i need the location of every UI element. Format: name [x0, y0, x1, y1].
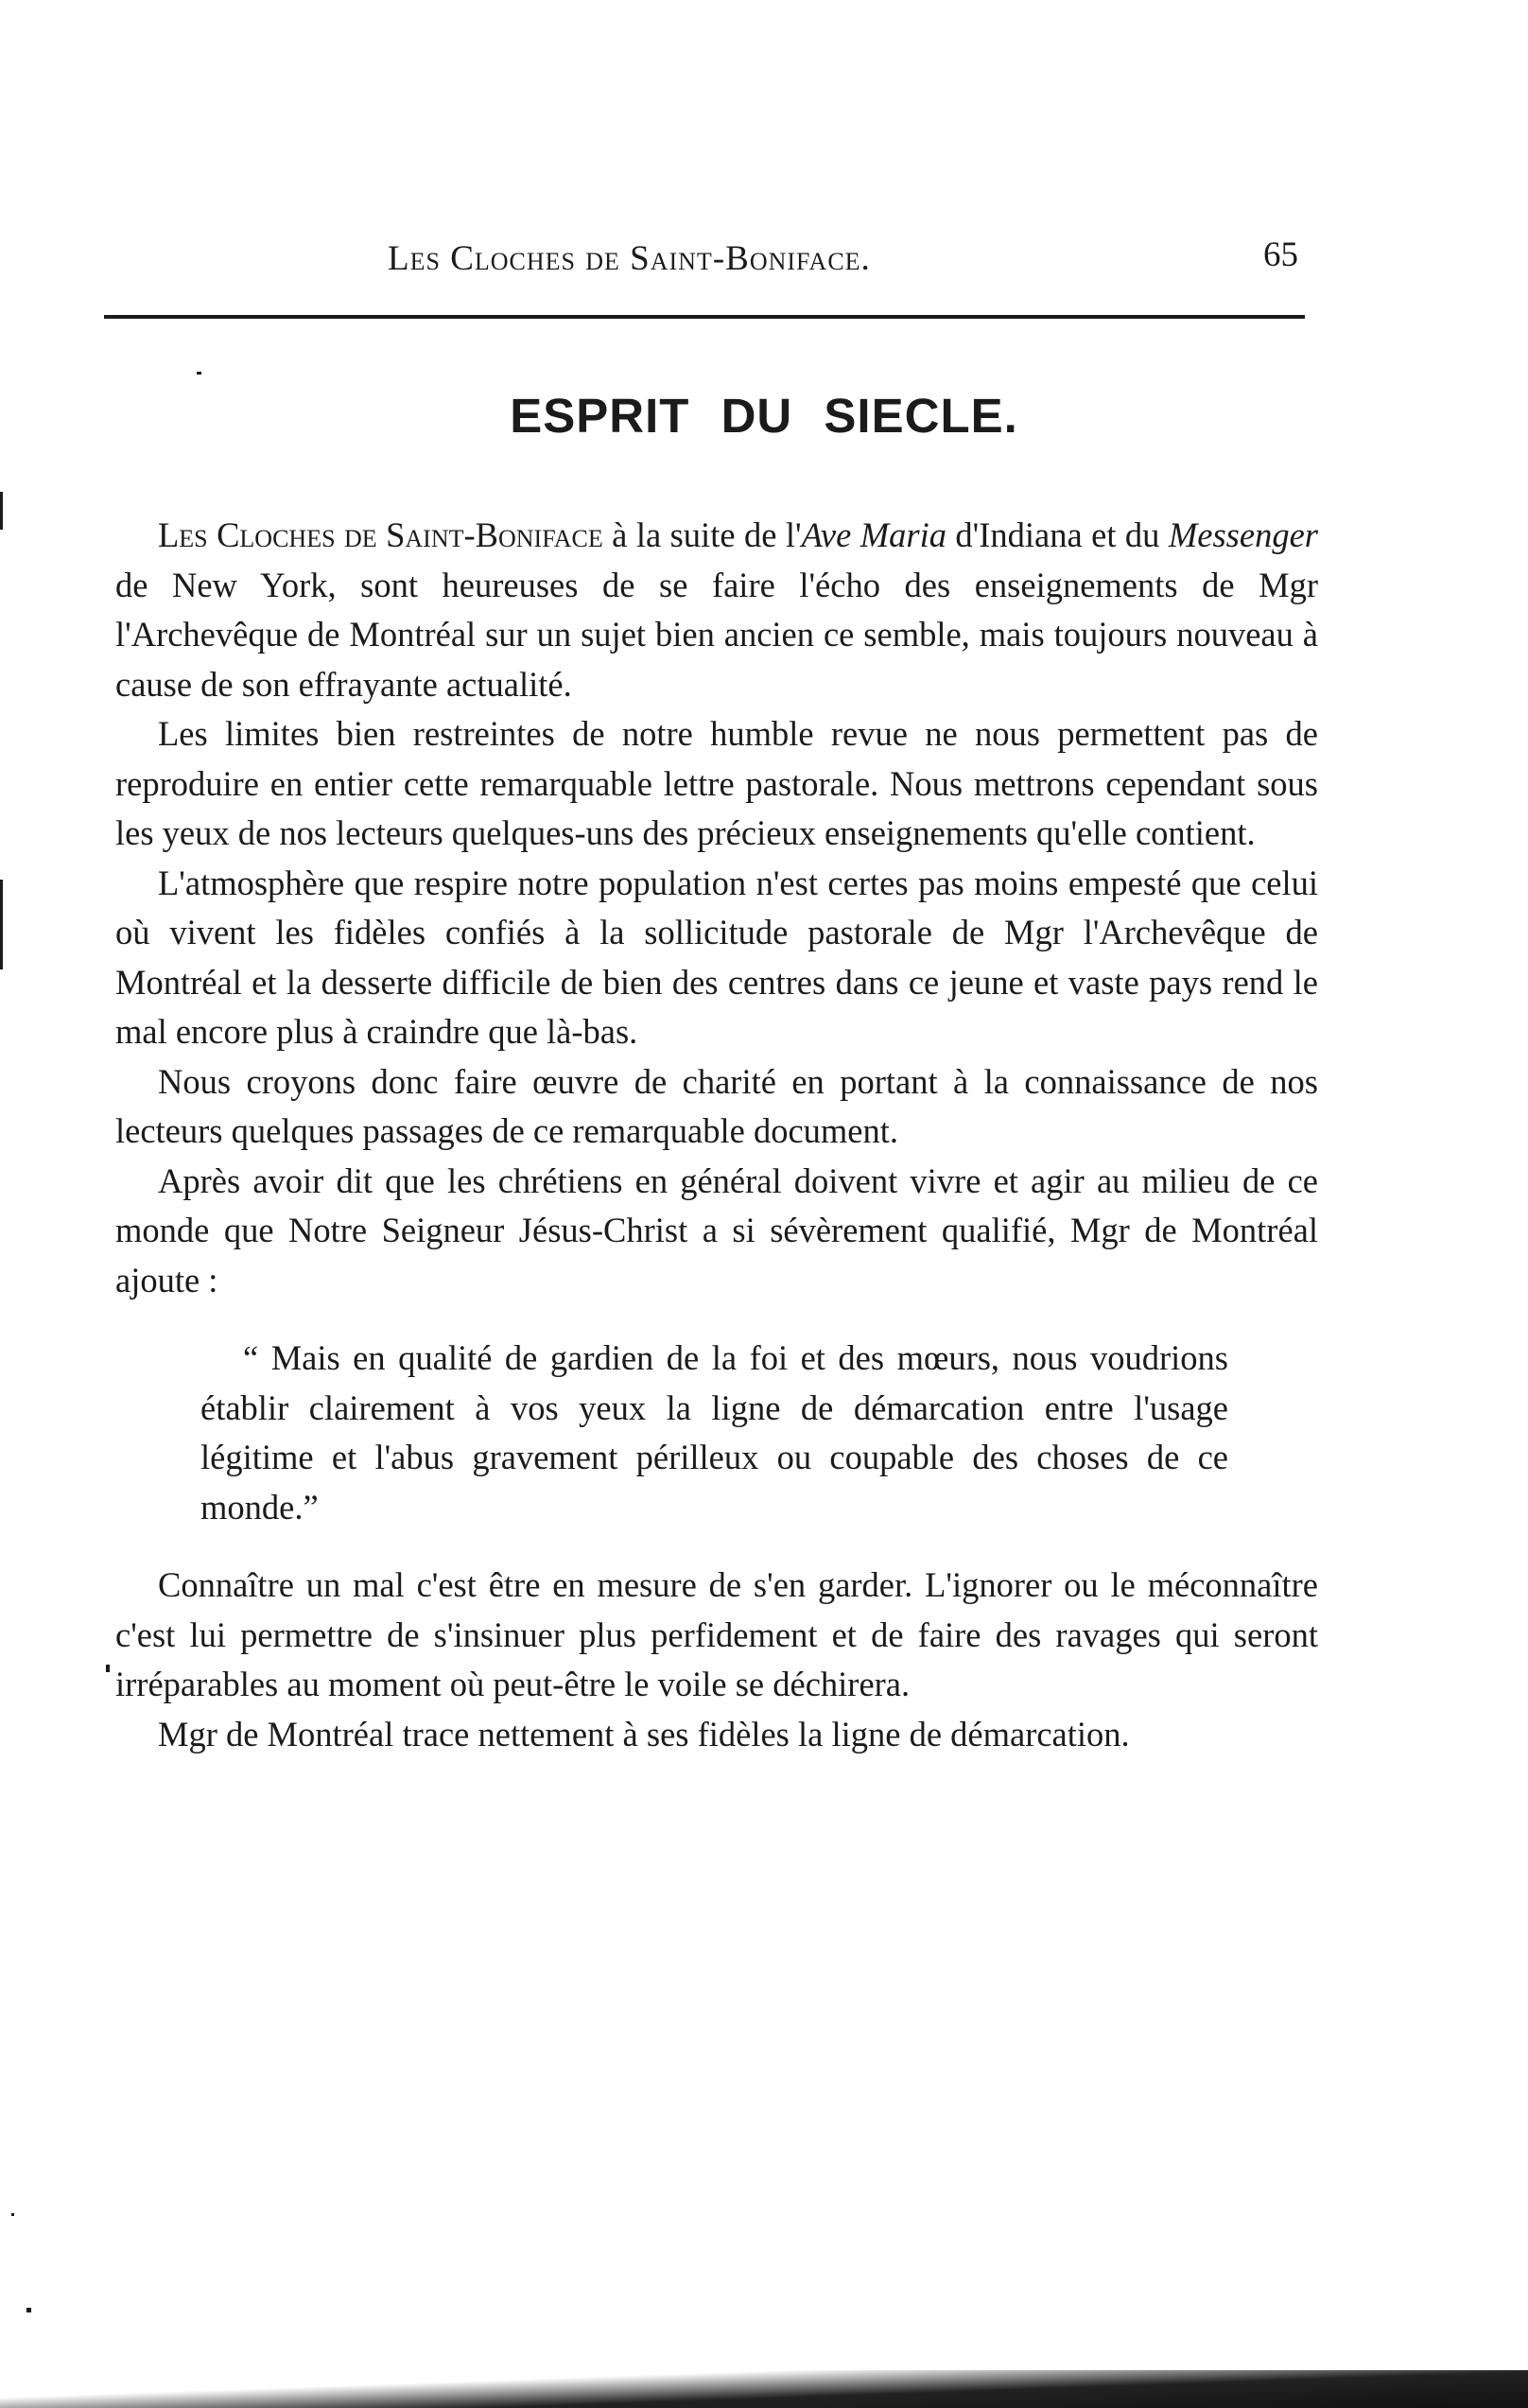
header-rule [104, 315, 1305, 319]
paragraph-1-text-a: à la suite de l' [602, 515, 802, 554]
scan-bottom-edge [0, 2370, 1528, 2408]
scan-mark-dot-1 [197, 372, 201, 375]
page-number: 65 [1263, 236, 1298, 274]
article-body [115, 511, 1318, 1759]
section-title: ESPRIT DU SIECLE. [510, 389, 1018, 443]
scan-mark-left-1 [0, 492, 3, 530]
publication-ave-maria: Ave Maria [801, 515, 946, 554]
paragraph-1-text-b: d'Indiana et du [946, 515, 1169, 554]
paragraph-5: Après avoir dit que les chrétiens en général doivent vivre et agir au milieu de ce monde que Notre Seigneur Jésus-Christ a si sévèrement qualifié, Mgr de Montréal ajoute : [115, 1160, 1318, 1300]
paragraph-4: Nous croyons donc faire œuvre de charité en portant à la connaissance de nos lecteurs quelques passages de ce remarquable document. [115, 1061, 1318, 1150]
paragraph-6: Connaître un mal c'est être en mesure de s'en garder. L'ignorer ou le méconnaître c'est lui permettre de s'insinuer plus perfidement et de faire des ravages qui seront irréparables au moment où peut-être le voile se déchirera. [115, 1565, 1318, 1703]
paragraph-2: Les limites bien restreintes de notre humble revue ne nous permettent pas de reproduire en entier cette remarquable lettre pastorale. Nous mettrons cependant sous les yeux de nos lecteurs quelques-uns des précieux enseignements qu'elle contient. [115, 714, 1318, 852]
publication-messenger: Messenger [1168, 515, 1318, 554]
block-quote: “ Mais en qualité de gardien de la foi et des mœurs, nous voudrions établir clairement à vos yeux la ligne de démarcation entre l'usage légitime et l'abus gravement périlleux ou coupable des choses de ce monde.” [200, 1338, 1228, 1527]
paragraph-1-text-c: de New York, sont heureuses de se faire l'écho des enseignements de Mgr l'Archevêque de Montréal sur un sujet bien ancien ce semble, mais toujours nouveau à cause de son effrayante actualité. [115, 565, 1318, 704]
scan-mark-dot-4 [26, 2308, 31, 2312]
running-title: Les Cloches de Saint-Boniface. [388, 239, 871, 278]
paragraph-1 [115, 511, 1318, 709]
paragraph-3: L'atmosphère que respire notre population n'est certes pas moins empesté que celui où vivent les fidèles confiés à la sollicitude pastorale de Mgr l'Archevêque de Montréal et la desserte difficile de bien des centres dans ce jeune et vaste pays rend le mal encore plus à craindre que là-bas. [115, 863, 1318, 1051]
scan-mark-dot-3 [11, 2213, 14, 2216]
scan-mark-left-2 [0, 880, 3, 969]
running-head [0, 227, 1528, 284]
journal-name: Les Cloches de Saint-Boniface [158, 515, 603, 554]
scan-mark-dot-2 [106, 1665, 110, 1672]
paragraph-7: Mgr de Montréal trace nettement à ses fidèles la ligne de démarcation. [158, 1714, 1130, 1754]
